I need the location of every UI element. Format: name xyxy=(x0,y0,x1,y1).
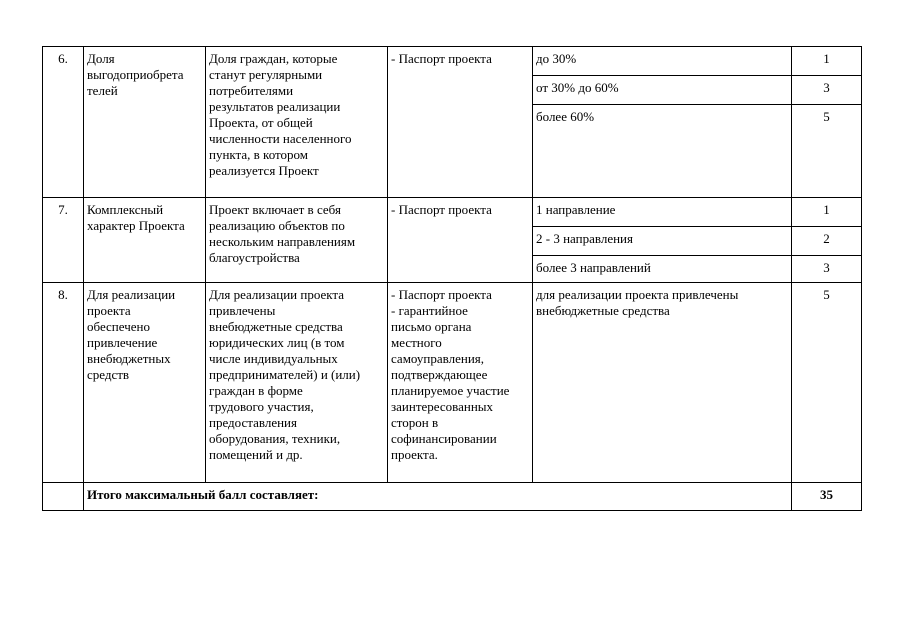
option-score: 3 xyxy=(792,256,862,283)
criterion-name: Доля выгодоприобрета телей xyxy=(84,47,206,198)
row-number: 7. xyxy=(43,198,84,283)
criterion-source: - Паспорт проекта xyxy=(388,198,533,283)
criterion-name: Комплексный характер Проекта xyxy=(84,198,206,283)
option-score: 1 xyxy=(792,198,862,227)
option-label: 1 направление xyxy=(533,198,792,227)
option-label: от 30% до 60% xyxy=(533,76,792,105)
table-row xyxy=(43,198,862,227)
table-row xyxy=(43,47,862,76)
criterion-description: Проект включает в себя реализацию объектов по нескольким направлениям благоустройства xyxy=(206,198,388,283)
row-number: 8. xyxy=(43,283,84,483)
option-label: для реализации проекта привлечены внебюджетные средства xyxy=(533,283,792,483)
total-score: 35 xyxy=(792,483,862,511)
option-score: 1 xyxy=(792,47,862,76)
criterion-name: Для реализации проекта обеспечено привлечение внебюджетных средств xyxy=(84,283,206,483)
criterion-source: - Паспорт проекта - гарантийное письмо органа местного самоуправления, подтверждающее планируемое участие заинтересованных сторон в софинансировании проекта. xyxy=(388,283,533,483)
criterion-source: - Паспорт проекта xyxy=(388,47,533,198)
option-label: более 60% xyxy=(533,105,792,198)
option-label: более 3 направлений xyxy=(533,256,792,283)
criterion-description: Для реализации проекта привлечены внебюджетные средства юридических лиц (в том числе индивидуальных предпринимателей) и (или) граждан в форме трудового участия, предоставления оборудования, техники, помещений и др. xyxy=(206,283,388,483)
criterion-description: Доля граждан, которые станут регулярными потребителями результатов реализации Проекта, от общей численности населенного пункта, в котором реализуется Проект xyxy=(206,47,388,198)
criteria-table xyxy=(42,46,862,511)
option-score: 5 xyxy=(792,105,862,198)
option-score: 3 xyxy=(792,76,862,105)
table-row xyxy=(43,283,862,483)
total-label: Итого максимальный балл составляет: xyxy=(84,483,792,511)
option-label: 2 - 3 направления xyxy=(533,227,792,256)
option-label: до 30% xyxy=(533,47,792,76)
total-row xyxy=(43,483,862,511)
total-number-cell xyxy=(43,483,84,511)
row-number: 6. xyxy=(43,47,84,198)
option-score: 5 xyxy=(792,283,862,483)
option-score: 2 xyxy=(792,227,862,256)
